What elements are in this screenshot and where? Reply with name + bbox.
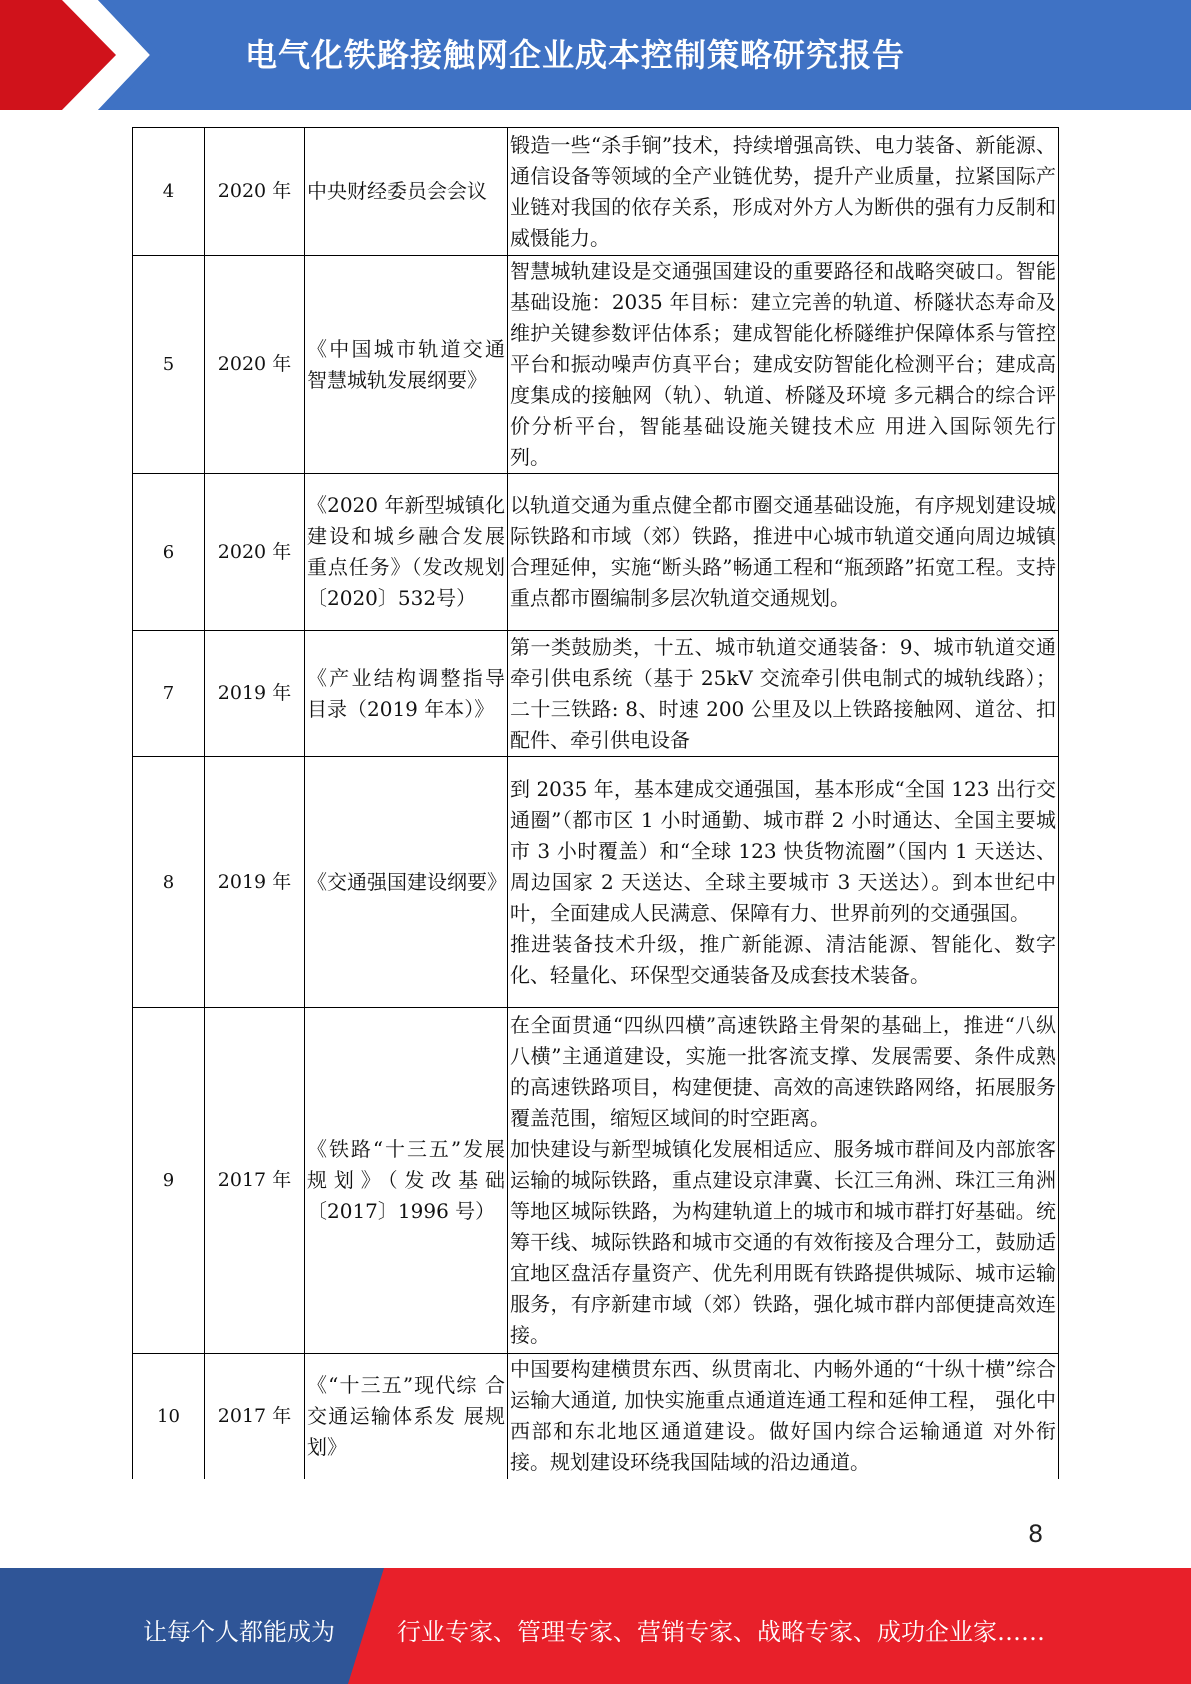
policy-content: 中国要构建横贯东西、纵贯南北、内畅外通的“十纵十横”综合运输大通道, 加快实施重点通道连通工程和延伸工程， 强化中西部和东北地区通道建设。做好国内综合运输通道 对外衔接。规划建设环绕我国陆域的沿边通道。 [508,1354,1059,1479]
policy-content [508,1008,1059,1354]
row-year: 2020 年 [205,474,305,631]
content-paragraph: 在全面贯通“四纵四横”高速铁路主骨架的基础上，推进“八纵八横”主通道建设，实施一批客流支撑、发展需要、条件成熟的高速铁路项目，构建便捷、高效的高速铁路网络，拓展服务覆盖范围，缩短区域间的时空距离。 [510,1013,1056,1130]
page-footer [0,1568,1191,1684]
footer-slogan-right: 行业专家、管理专家、营销专家、战略专家、成功企业家…… [397,1618,1045,1646]
table-row [133,757,1059,1008]
table-row [133,631,1059,757]
policy-table [132,127,1059,1479]
content-paragraph: 推进装备技术升级，推广新能源、清洁能源、智能化、数字化、轻量化、环保型交通装备及成套技术装备。 [510,931,1056,987]
row-number: 6 [133,474,205,631]
table-row [133,256,1059,474]
row-year: 2017 年 [205,1354,305,1479]
page-header [0,0,1191,110]
policy-name: 《铁路“十三五”发展规划》（发改基础〔2017〕1996 号） [305,1008,508,1354]
policy-content: 智慧城轨建设是交通强国建设的重要路径和战略突破口。智能基础设施：2035 年目标：建立完善的轨道、桥隧状态寿命及维护关键参数评估体系；建成智能化桥隧维护保障体系与管控平台和振动噪声仿真平台；建成安防智能化检测平台；建成高度集成的接触网（轨）、轨道、桥隧及环境 多元耦合的综合评价分析平台，智能基础设施关键技术应 用进入国际领先行列。 [508,256,1059,474]
table-row [133,474,1059,631]
policy-content: 锻造一些“杀手锏”技术，持续增强高铁、电力装备、新能源、通信设备等领域的全产业链优势，提升产业质量，拉紧国际产业链对我国的依存关系，形成对外方人为断供的强有力反制和威慑能力。 [508,128,1059,256]
row-year: 2019 年 [205,757,305,1008]
table-row [133,1354,1059,1479]
policy-content: 第一类鼓励类，十五、城市轨道交通装备：9、城市轨道交通牵引供电系统（基于 25kV 交流牵引供电制式的城轨线路）；二十三铁路: 8、时速 200 公里及以上铁路接触网、道岔、扣配件、牵引供电设备 [508,631,1059,757]
policy-name: 《交通强国建设纲要》 [305,757,508,1008]
policy-name: 中央财经委员会会议 [305,128,508,256]
policy-name: 《产业结构调整指导目录（2019 年本）》 [305,631,508,757]
table-row [133,128,1059,256]
policy-name: 《2020 年新型城镇化建设和城乡融合发展重点任务》（发改规划〔2020〕532号） [305,474,508,631]
row-year: 2020 年 [205,256,305,474]
row-number: 7 [133,631,205,757]
row-year: 2019 年 [205,631,305,757]
content-paragraph: 到 2035 年，基本建成交通强国，基本形成“全国 123 出行交通圈”（都市区 1 小时通勤、城市群 2 小时通达、全国主要城市 3 小时覆盖）和“全球 123 快货物流圈”（国内 1 天送达、周边国家 2 天送达、全球主要城市 3 天送达）。到本世纪中叶，全面建成人民满意、保障有力、世界前列的交通强国。 [510,776,1056,925]
row-number: 10 [133,1354,205,1479]
policy-name: 《中国城市轨道交通智慧城轨发展纲要》 [305,256,508,474]
footer-slogan-left: 让每个人都能成为 [143,1618,335,1646]
policy-content [508,757,1059,1008]
row-year: 2017 年 [205,1008,305,1354]
row-number: 5 [133,256,205,474]
report-title: 电气化铁路接触网企业成本控制策略研究报告 [245,36,906,74]
row-year: 2020 年 [205,128,305,256]
policy-name: 《“十三五”现代综 合交通运输体系发 展规划》 [305,1354,508,1479]
row-number: 8 [133,757,205,1008]
row-number: 9 [133,1008,205,1354]
table-row [133,1008,1059,1354]
content-paragraph: 加快建设与新型城镇化发展相适应、服务城市群间及内部旅客运输的城际铁路，重点建设京津冀、长江三角洲、珠江三角洲等地区城际铁路，为构建轨道上的城市和城市群打好基础。统筹干线、城际铁路和城市交通的有效衔接及合理分工，鼓励适宜地区盘活存量资产、优先利用既有铁路提供城际、城市运输服务，有序新建市域（郊）铁路，强化城市群内部便捷高效连接。 [510,1137,1056,1347]
row-number: 4 [133,128,205,256]
page-number: 8 [1028,1520,1044,1548]
policy-content: 以轨道交通为重点健全都市圈交通基础设施，有序规划建设城际铁路和市域（郊）铁路，推进中心城市轨道交通向周边城镇合理延伸，实施“断头路”畅通工程和“瓶颈路”拓宽工程。支持重点都市圈编制多层次轨道交通规划。 [508,474,1059,631]
